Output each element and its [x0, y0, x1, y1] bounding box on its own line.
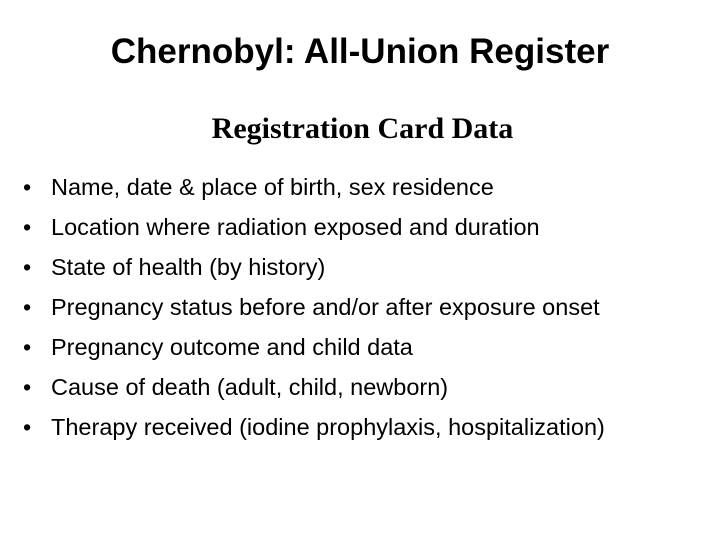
bullet-item: [0, 411, 720, 443]
bullet-icon: •: [23, 294, 32, 320]
bullet-text: Name, date & place of birth, sex residence: [51, 174, 494, 200]
bullet-icon: •: [23, 374, 32, 400]
bullet-icon: •: [23, 334, 32, 360]
bullet-icon: •: [23, 254, 32, 280]
slide-subtitle: Registration Card Data: [211, 112, 514, 145]
bullet-list: [0, 171, 720, 451]
bullet-text: Location where radiation exposed and duration: [51, 214, 540, 240]
bullet-item: [0, 291, 720, 323]
bullet-icon: •: [23, 174, 32, 200]
bullet-icon: •: [23, 414, 32, 440]
bullet-text: State of health (by history): [51, 254, 326, 280]
bullet-text: Pregnancy outcome and child data: [51, 334, 413, 360]
bullet-item: [0, 171, 720, 203]
bullet-text: Pregnancy status before and/or after exposure onset: [51, 294, 600, 320]
bullet-text: Cause of death (adult, child, newborn): [51, 374, 449, 400]
bullet-item: [0, 331, 720, 363]
slide-title: Chernobyl: All-Union Register: [110, 32, 610, 71]
bullet-item: [0, 211, 720, 243]
bullet-icon: •: [23, 214, 32, 240]
bullet-text: Therapy received (iodine prophylaxis, hospitalization): [51, 414, 605, 440]
bullet-item: [0, 371, 720, 403]
bullet-item: [0, 251, 720, 283]
